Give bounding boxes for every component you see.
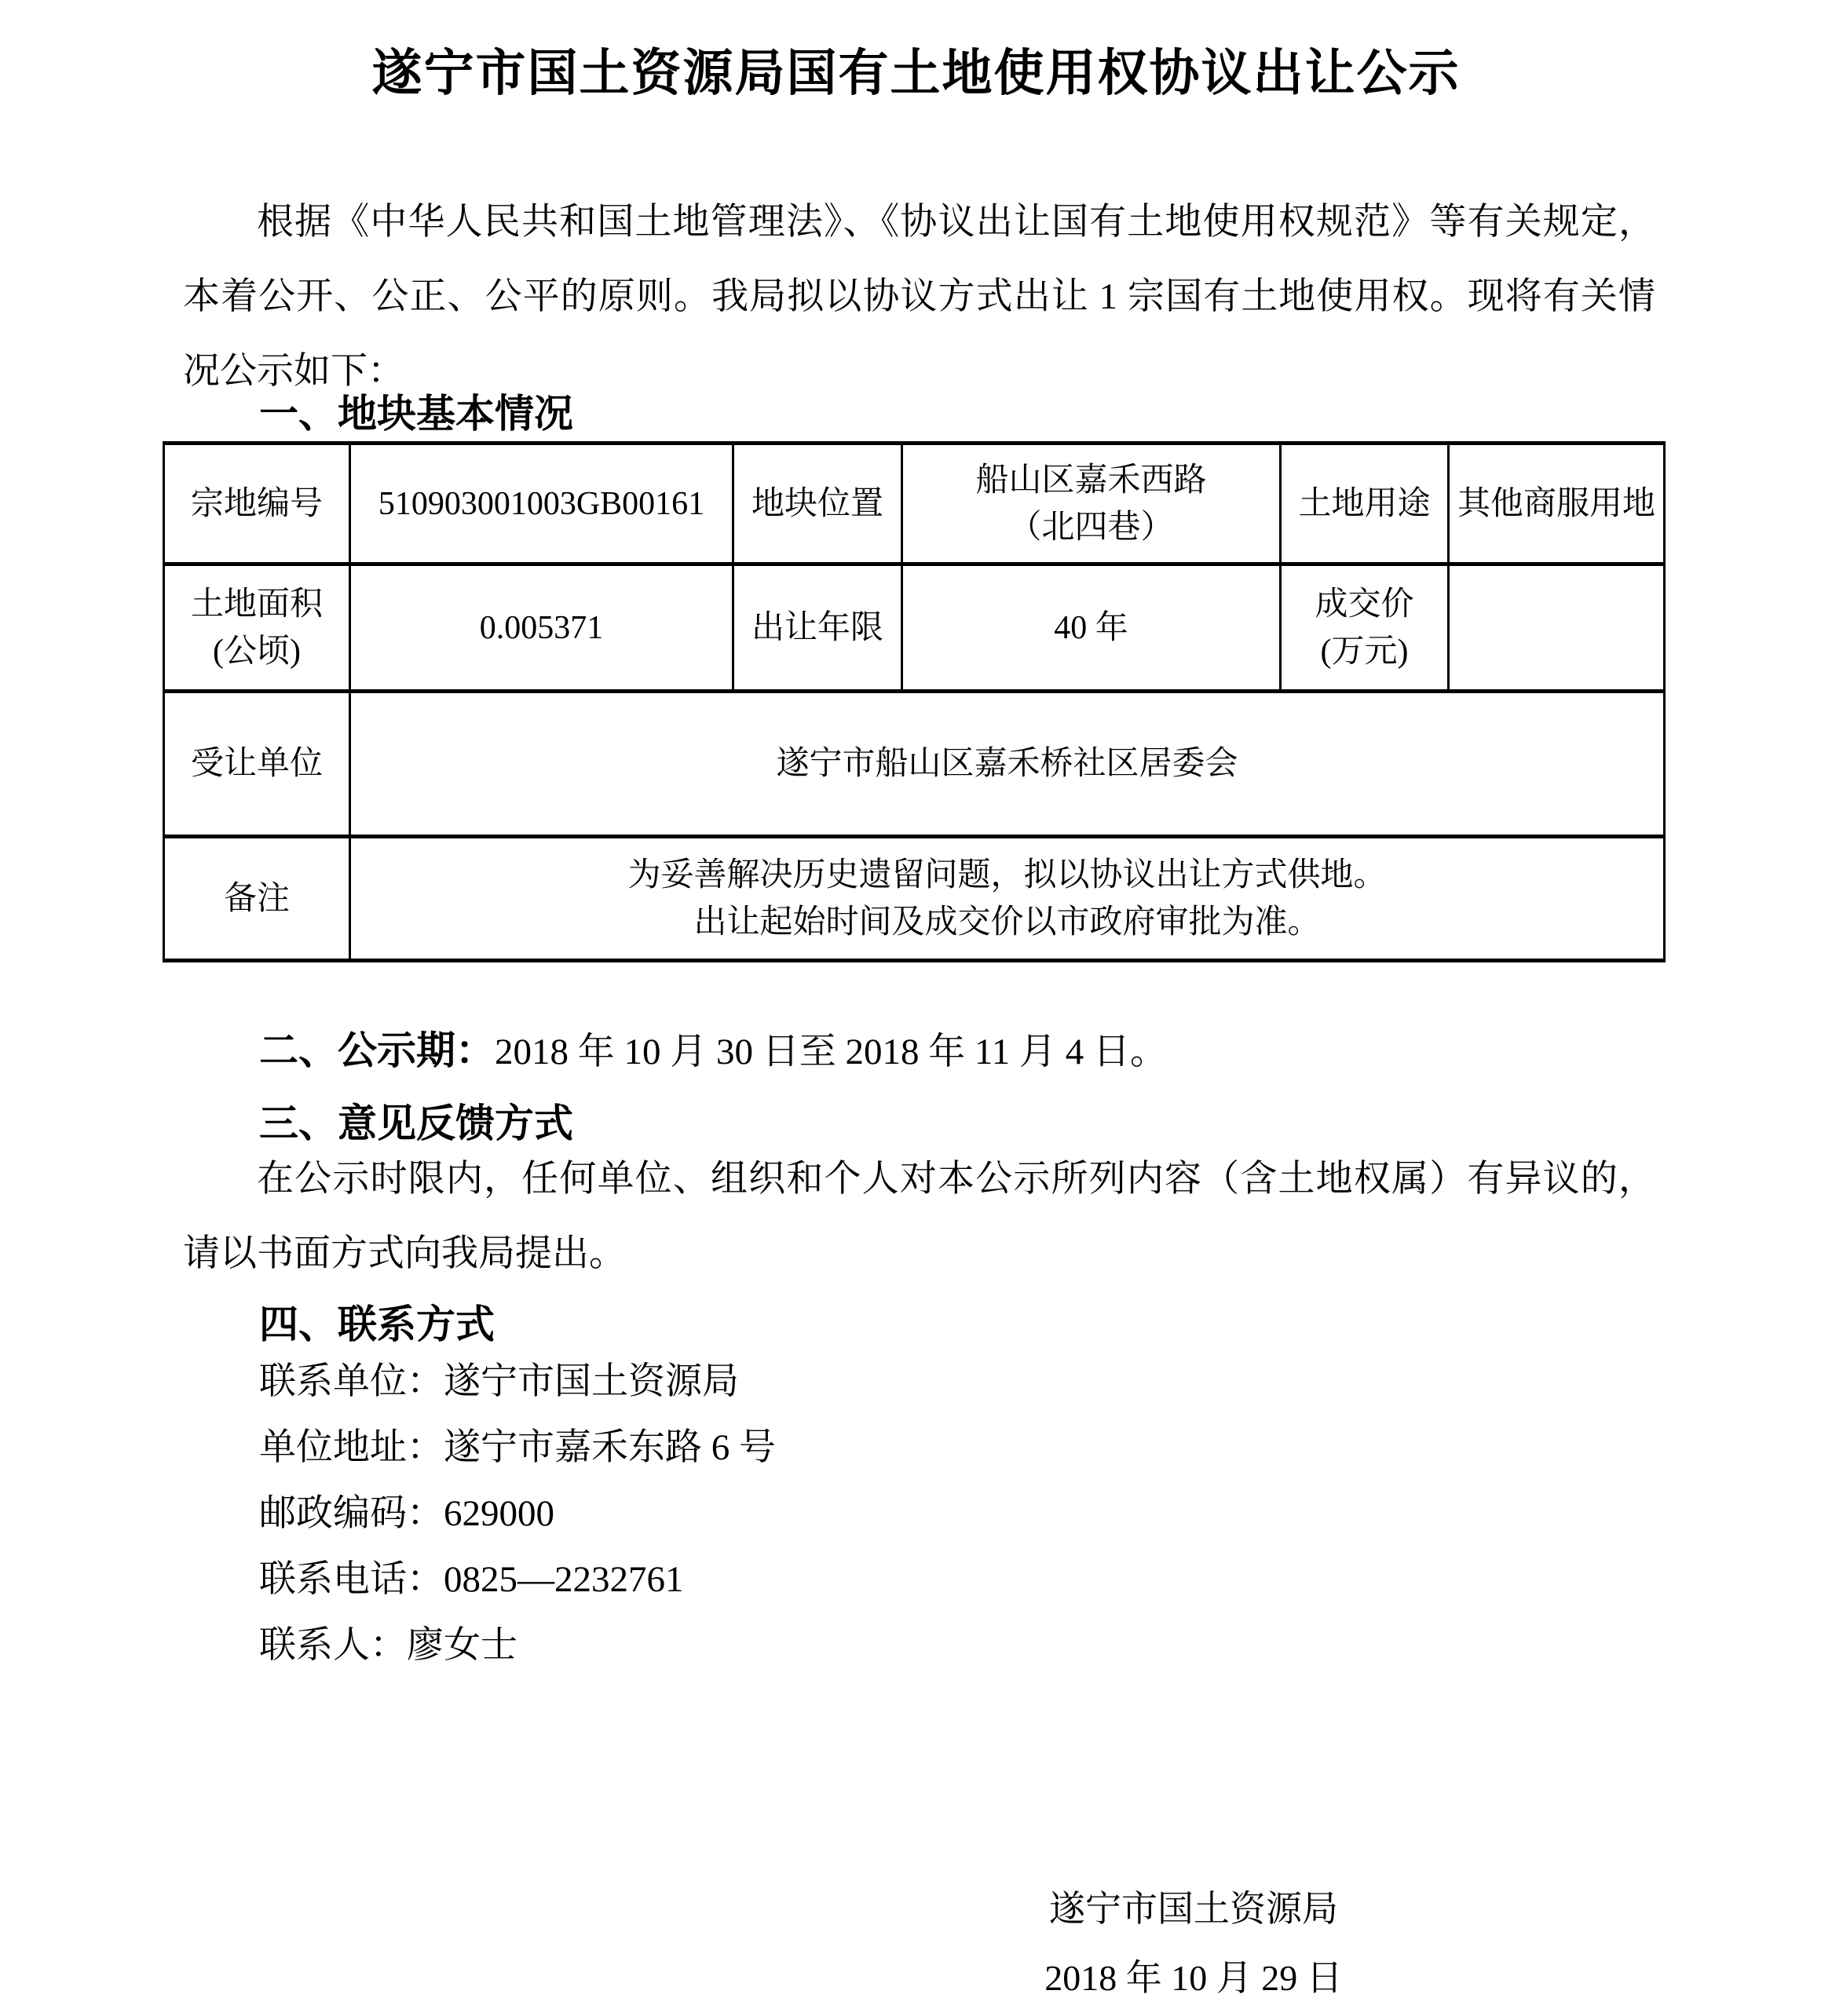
transaction-price-label-line2: (万元): [1320, 633, 1409, 670]
label-plot-location: 地块位置: [733, 444, 902, 564]
plot-location-line2: （北四巷）: [1008, 509, 1174, 546]
table-row: [164, 564, 1665, 692]
section-heading-feedback: 三、意见反馈方式: [259, 1101, 573, 1145]
page-title: 遂宁市国土资源局国有土地使用权协议出让公示: [371, 46, 1461, 101]
label-parcel-number: 宗地编号: [164, 444, 350, 564]
remarks-line2: 出让起始时间及成交价以市政府审批为准。: [693, 904, 1321, 940]
section-publicity-period: [259, 1019, 1167, 1076]
value-parcel-number: 510903001003GB00161: [350, 444, 733, 564]
land-area-label-line2: (公顷): [213, 633, 301, 670]
label-transaction-price: [1281, 564, 1449, 692]
value-transaction-price: [1449, 564, 1665, 692]
signature-block: [997, 1875, 1390, 2013]
feedback-paragraph: 在公示时限内，任何单位、组织和个人对本公示所列内容（含土地权属）有异议的，请以书面方式向我局提出。: [183, 1159, 1655, 1274]
section-heading-contact: 四、联系方式: [259, 1302, 495, 1346]
signature-date: 2018 年 10 月 29 日: [1044, 1958, 1343, 1998]
value-plot-location: [902, 444, 1281, 564]
table-row: [164, 444, 1665, 564]
value-land-area: 0.005371: [350, 564, 733, 692]
label-transferee-unit: 受让单位: [164, 692, 350, 837]
publicity-period-dates: 2018 年 10 月 30 日至 2018 年 11 月 4 日。: [495, 1032, 1168, 1072]
value-transferee-unit: 遂宁市船山区嘉禾桥社区居委会: [350, 692, 1665, 837]
label-land-area: [164, 564, 350, 692]
plot-location-line1: 船山区嘉禾西路: [975, 462, 1207, 499]
intro-paragraph: 根据《中华人民共和国土地管理法》、《协议出让国有土地使用权规范》等有关规定，本着公开、公正、公平的原则。我局拟以协议方式出让 1 宗国有土地使用权。现将有关情况公示如下：: [183, 202, 1655, 392]
label-grant-term: 出让年限: [733, 564, 902, 692]
value-land-use: 其他商服用地: [1449, 444, 1665, 564]
contact-unit-line: 联系单位：遂宁市国土资源局: [259, 1361, 739, 1402]
contact-person-line: 联系人：廖女士: [259, 1625, 517, 1666]
signature-org: 遂宁市国土资源局: [1049, 1889, 1338, 1929]
label-land-use: 土地用途: [1281, 444, 1449, 564]
section-heading-basic-info: 一、地块基本情况: [259, 392, 573, 436]
publicity-period-label: 二、公示期：: [259, 1028, 495, 1072]
table-row: [164, 837, 1665, 961]
land-area-label-line1: 土地面积: [190, 586, 323, 623]
label-remarks: 备注: [164, 837, 350, 961]
contact-list: [259, 1349, 776, 1678]
land-info-table: [163, 441, 1666, 962]
contact-phone-line: 联系电话：0825—2232761: [259, 1559, 684, 1600]
table-row: [164, 692, 1665, 837]
contact-address-line: 单位地址：遂宁市嘉禾东路 6 号: [259, 1427, 776, 1468]
value-grant-term: 40 年: [902, 564, 1281, 692]
transaction-price-label-line1: 成交价: [1315, 586, 1414, 623]
contact-postcode-line: 邮政编码：629000: [259, 1493, 554, 1534]
remarks-line1: 为妥善解决历史遗留问题，拟以协议出让方式供地。: [627, 856, 1387, 893]
value-remarks: [350, 837, 1665, 961]
